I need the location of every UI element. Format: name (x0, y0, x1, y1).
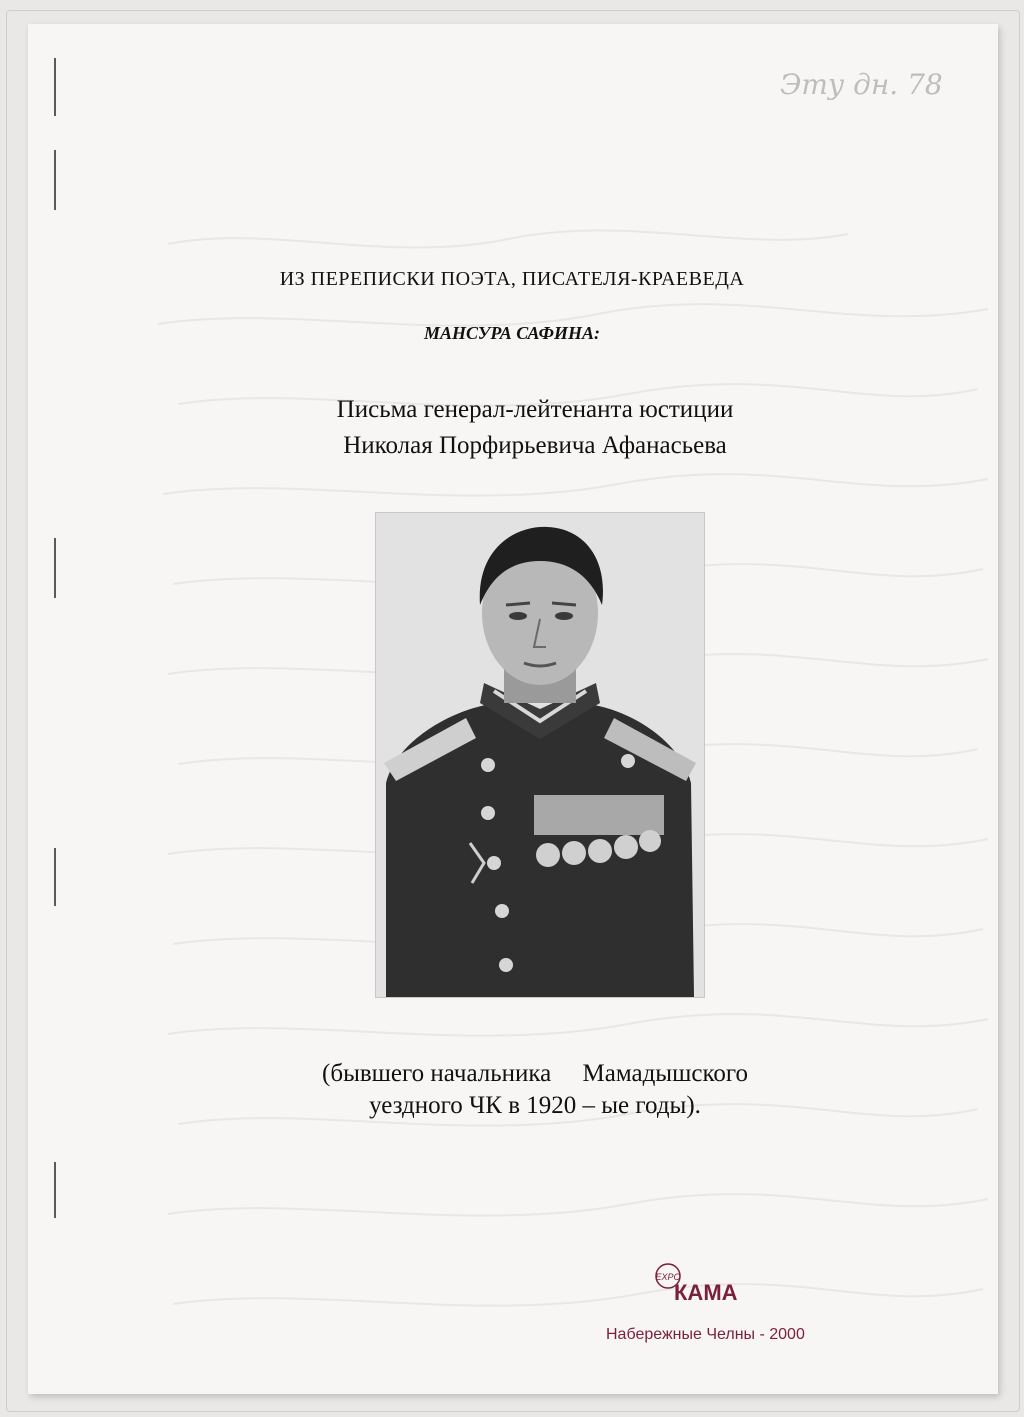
portrait-photo (375, 512, 705, 998)
expo-kama-logo (652, 1262, 762, 1311)
logo-small-text: EXPO (655, 1272, 681, 1282)
heading-line-1: ИЗ ПЕРЕПИСКИ ПОЭТА, ПИСАТЕЛЯ-КРАЕВЕДА (279, 268, 745, 290)
subtitle-line-1: Письма генерал-лейтенанта юстиции (336, 396, 734, 423)
caption-line-1: (бывшего начальника Мамадышского (322, 1060, 748, 1087)
portrait-drawing (376, 513, 704, 997)
caption-line-2: уездного ЧК в 1920 – ые годы). (369, 1092, 701, 1119)
heading-subtitle (0, 392, 1024, 464)
logo-big-text: КАМА (674, 1280, 738, 1305)
portrait-caption (0, 1058, 1024, 1122)
staple (54, 848, 56, 906)
staple (54, 150, 56, 210)
publisher-city-year: Набережные Челны - 2000 (606, 1326, 805, 1343)
handwritten-note: Эту дн. 78 (780, 68, 943, 101)
staple (54, 58, 56, 116)
heading-author: МАНСУРА САФИНА: (424, 323, 600, 343)
subtitle-line-2: Николая Порфирьевича Афанасьева (343, 432, 727, 459)
logo-graphic (652, 1262, 762, 1306)
staple (54, 538, 56, 598)
staple (54, 1162, 56, 1218)
